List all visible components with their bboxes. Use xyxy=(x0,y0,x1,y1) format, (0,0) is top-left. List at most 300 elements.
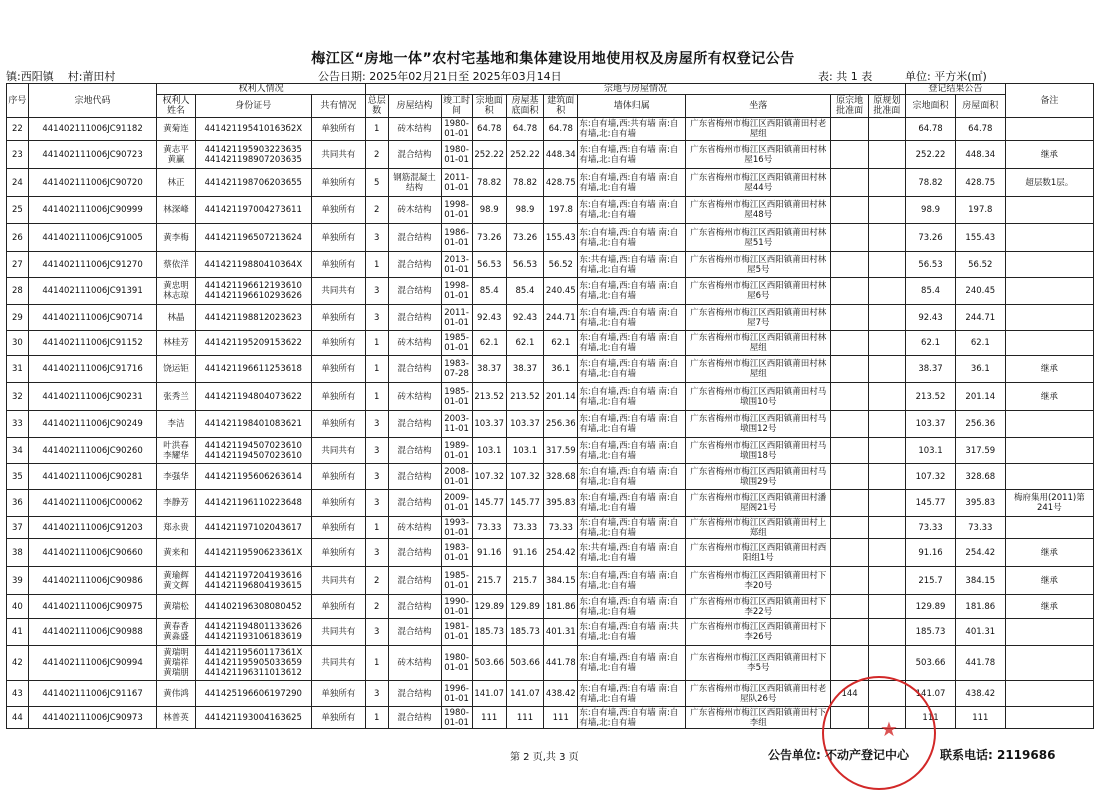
row-wall: 东:自有墙,西:自有墙 南:自有墙,北:自有墙 xyxy=(578,707,686,729)
row-land-area: 111 xyxy=(472,707,506,729)
row-wall: 东:自有墙,西:自有墙 南:自有墙,北:自有墙 xyxy=(578,383,686,411)
table-row xyxy=(7,595,1094,619)
row-orig-plan xyxy=(868,169,905,197)
row-orig-plan xyxy=(868,278,905,305)
table-row xyxy=(7,411,1094,438)
row-parcel-code: 441402111006JC90723 xyxy=(28,141,157,169)
row-floors: 3 xyxy=(365,438,388,464)
row-res-land: 38.37 xyxy=(906,356,956,383)
row-parcel-code: 441402111006JC91391 xyxy=(28,278,157,305)
row-land-area: 103.37 xyxy=(472,411,506,438)
row-res-house: 240.45 xyxy=(955,278,1005,305)
row-completion: 1986-01-01 xyxy=(441,224,472,252)
row-id-no: 441421198401083621 xyxy=(195,411,311,438)
header-share: 共有情况 xyxy=(311,95,365,118)
header-orig-area: 原宗地批准面 xyxy=(831,95,868,118)
row-completion: 1980-01-01 xyxy=(441,118,472,141)
registration-table xyxy=(6,83,1094,729)
row-completion: 1998-01-01 xyxy=(441,197,472,224)
row-base-area: 141.07 xyxy=(506,681,543,707)
row-orig-plan xyxy=(868,118,905,141)
row-share: 单独所有 xyxy=(311,517,365,539)
row-orig-area xyxy=(831,490,868,517)
row-completion: 2013-01-01 xyxy=(441,252,472,278)
row-structure: 混合结构 xyxy=(388,356,441,383)
row-wall: 东:自有墙,西:自有墙 南:自有墙,北:自有墙 xyxy=(578,411,686,438)
row-res-house: 428.75 xyxy=(955,169,1005,197)
row-owner-name: 黄瑞明 黄瑞祥 黄瑞朋 xyxy=(157,646,195,681)
row-seq: 33 xyxy=(7,411,29,438)
row-share: 单独所有 xyxy=(311,383,365,411)
row-floors: 3 xyxy=(365,490,388,517)
row-orig-plan xyxy=(868,539,905,567)
row-orig-plan xyxy=(868,517,905,539)
row-build-area: 64.78 xyxy=(544,118,578,141)
row-parcel-code: 441402111006JC91005 xyxy=(28,224,157,252)
row-base-area: 64.78 xyxy=(506,118,543,141)
row-base-area: 38.37 xyxy=(506,356,543,383)
row-floors: 3 xyxy=(365,411,388,438)
row-structure: 混合结构 xyxy=(388,305,441,331)
row-owner-name: 黄瑞松 xyxy=(157,595,195,619)
row-res-land: 98.9 xyxy=(906,197,956,224)
row-share: 共同共有 xyxy=(311,646,365,681)
row-orig-plan xyxy=(868,619,905,646)
row-land-area: 92.43 xyxy=(472,305,506,331)
row-res-house: 384.15 xyxy=(955,567,1005,595)
row-completion: 1998-01-01 xyxy=(441,278,472,305)
row-res-house: 401.31 xyxy=(955,619,1005,646)
row-land-area: 85.4 xyxy=(472,278,506,305)
row-floors: 2 xyxy=(365,567,388,595)
row-res-land: 252.22 xyxy=(906,141,956,169)
row-land-area: 141.07 xyxy=(472,681,506,707)
row-res-house: 197.8 xyxy=(955,197,1005,224)
row-seq: 28 xyxy=(7,278,29,305)
row-res-land: 503.66 xyxy=(906,646,956,681)
row-build-area: 401.31 xyxy=(544,619,578,646)
row-land-area: 56.53 xyxy=(472,252,506,278)
table-row xyxy=(7,619,1094,646)
row-structure: 混合结构 xyxy=(388,224,441,252)
row-remark: 继承 xyxy=(1005,383,1093,411)
row-parcel-code: 441402111006JC90714 xyxy=(28,305,157,331)
row-orig-area xyxy=(831,646,868,681)
row-res-house: 438.42 xyxy=(955,681,1005,707)
row-res-house: 155.43 xyxy=(955,224,1005,252)
row-completion: 1980-01-01 xyxy=(441,646,472,681)
row-owner-name: 黄志平 黄赢 xyxy=(157,141,195,169)
row-build-area: 256.36 xyxy=(544,411,578,438)
row-id-no: 44142119880410364X xyxy=(195,252,311,278)
row-completion: 1989-01-01 xyxy=(441,438,472,464)
row-location: 广东省梅州市梅江区西阳镇莆田村下李5号 xyxy=(686,646,831,681)
row-structure: 砖木结构 xyxy=(388,517,441,539)
row-remark: 继承 xyxy=(1005,567,1093,595)
row-id-no: 44142119560117361X 441421195905033659 441421196311013612 xyxy=(195,646,311,681)
row-share: 单独所有 xyxy=(311,539,365,567)
row-build-area: 441.78 xyxy=(544,646,578,681)
row-res-house: 64.78 xyxy=(955,118,1005,141)
row-id-no: 441421195410163б2X xyxy=(195,118,311,141)
row-wall: 东:共有墙,西:自有墙 南:自有墙,北:自有墙 xyxy=(578,539,686,567)
row-location: 广东省梅州市梅江区西阳镇莆田村林屋5号 xyxy=(686,252,831,278)
row-land-area: 107.32 xyxy=(472,464,506,490)
row-floors: 1 xyxy=(365,356,388,383)
row-res-land: 141.07 xyxy=(906,681,956,707)
row-completion: 1985-01-01 xyxy=(441,331,472,356)
row-floors: 3 xyxy=(365,305,388,331)
row-structure: 混合结构 xyxy=(388,490,441,517)
row-parcel-code: 441402111006JC91270 xyxy=(28,252,157,278)
row-structure: 混合结构 xyxy=(388,681,441,707)
row-share: 单独所有 xyxy=(311,305,365,331)
row-wall: 东:自有墙,西:自有墙 南:自有墙,北:自有墙 xyxy=(578,141,686,169)
table-row xyxy=(7,278,1094,305)
row-completion: 2011-01-01 xyxy=(441,305,472,331)
row-id-no: 441421194804073622 xyxy=(195,383,311,411)
row-share: 单独所有 xyxy=(311,118,365,141)
row-structure: 混合结构 xyxy=(388,278,441,305)
row-location: 广东省梅州市梅江区西阳镇莆田村下李20号 xyxy=(686,567,831,595)
row-seq: 38 xyxy=(7,539,29,567)
row-res-land: 56.53 xyxy=(906,252,956,278)
row-build-area: 244.71 xyxy=(544,305,578,331)
row-parcel-code: 441402111006JC91182 xyxy=(28,118,157,141)
row-res-land: 62.1 xyxy=(906,331,956,356)
row-wall: 东:自有墙,西:自有墙 南:自有墙,北:自有墙 xyxy=(578,646,686,681)
table-row xyxy=(7,252,1094,278)
row-location: 广东省梅州市梅江区西阳镇莆田村林屋16号 xyxy=(686,141,831,169)
row-owner-name: 李静芳 xyxy=(157,490,195,517)
row-floors: 3 xyxy=(365,278,388,305)
row-land-area: 185.73 xyxy=(472,619,506,646)
row-seq: 32 xyxy=(7,383,29,411)
row-wall: 东:自有墙,西:自有墙 南:自有墙,北:自有墙 xyxy=(578,278,686,305)
row-build-area: 155.43 xyxy=(544,224,578,252)
row-share: 单独所有 xyxy=(311,197,365,224)
header-land-area: 宗地面积 xyxy=(472,95,506,118)
row-seq: 41 xyxy=(7,619,29,646)
row-owner-name: 蔡依洋 xyxy=(157,252,195,278)
row-wall: 东:自有墙,西:自有墙 南:自有墙,北:自有墙 xyxy=(578,595,686,619)
row-share: 单独所有 xyxy=(311,681,365,707)
row-parcel-code: 441402111006JC90973 xyxy=(28,707,157,729)
header-base-area: 房屋基底面积 xyxy=(506,95,543,118)
row-id-no: 441421197204193616 441421196804193615 xyxy=(195,567,311,595)
row-base-area: 56.53 xyxy=(506,252,543,278)
row-orig-area xyxy=(831,305,868,331)
row-id-no: 441425196606197290 xyxy=(195,681,311,707)
row-completion: 2008-01-01 xyxy=(441,464,472,490)
row-orig-area xyxy=(831,169,868,197)
row-remark xyxy=(1005,438,1093,464)
row-parcel-code: 441402111006JC90249 xyxy=(28,411,157,438)
row-floors: 1 xyxy=(365,707,388,729)
table-row xyxy=(7,197,1094,224)
row-location: 广东省梅州市梅江区西阳镇莆田村下李组 xyxy=(686,707,831,729)
row-land-area: 38.37 xyxy=(472,356,506,383)
row-res-land: 215.7 xyxy=(906,567,956,595)
table-row xyxy=(7,331,1094,356)
row-orig-plan xyxy=(868,356,905,383)
row-id-no: 441421196110223648 xyxy=(195,490,311,517)
row-completion: 1981-01-01 xyxy=(441,619,472,646)
row-orig-plan xyxy=(868,252,905,278)
row-remark xyxy=(1005,464,1093,490)
row-orig-area xyxy=(831,278,868,305)
row-owner-name: 林晶 xyxy=(157,305,195,331)
row-res-land: 73.26 xyxy=(906,224,956,252)
table-row xyxy=(7,681,1094,707)
row-res-land: 103.1 xyxy=(906,438,956,464)
row-orig-area xyxy=(831,567,868,595)
row-structure: 混合结构 xyxy=(388,438,441,464)
row-orig-area xyxy=(831,252,868,278)
row-orig-plan xyxy=(868,567,905,595)
row-orig-plan xyxy=(868,595,905,619)
row-res-land: 91.16 xyxy=(906,539,956,567)
row-parcel-code: 441402111006JC90994 xyxy=(28,646,157,681)
row-base-area: 129.89 xyxy=(506,595,543,619)
row-remark: 继承 xyxy=(1005,595,1093,619)
row-orig-plan xyxy=(868,224,905,252)
row-orig-area xyxy=(831,383,868,411)
row-wall: 东:共有墙,西:自有墙 南:自有墙,北:自有墙 xyxy=(578,252,686,278)
row-base-area: 91.16 xyxy=(506,539,543,567)
row-land-area: 129.89 xyxy=(472,595,506,619)
town-value: 西阳镇 xyxy=(20,70,54,83)
header-res-house: 房屋面积 xyxy=(955,95,1005,118)
row-completion: 1980-01-01 xyxy=(441,707,472,729)
row-orig-plan xyxy=(868,331,905,356)
row-seq: 36 xyxy=(7,490,29,517)
header-wall: 墙体归属 xyxy=(578,95,686,118)
row-base-area: 73.26 xyxy=(506,224,543,252)
row-res-land: 73.33 xyxy=(906,517,956,539)
row-owner-name: 李洁 xyxy=(157,411,195,438)
row-parcel-code: 441402111006JC91716 xyxy=(28,356,157,383)
row-base-area: 503.66 xyxy=(506,646,543,681)
row-floors: 3 xyxy=(365,681,388,707)
row-location: 广东省梅州市梅江区西阳镇莆田村马墩围12号 xyxy=(686,411,831,438)
header-id-no: 身份证号 xyxy=(195,95,311,118)
row-remark: 继承 xyxy=(1005,539,1093,567)
row-share: 共同共有 xyxy=(311,567,365,595)
village-label: 村: xyxy=(67,70,83,83)
row-structure: 钢筋混凝土结构 xyxy=(388,169,441,197)
row-parcel-code: 441402111006JC90231 xyxy=(28,383,157,411)
row-parcel-code: 441402111006JC90975 xyxy=(28,595,157,619)
row-parcel-code: 441402111006JC90986 xyxy=(28,567,157,595)
row-res-land: 129.89 xyxy=(906,595,956,619)
row-land-area: 213.52 xyxy=(472,383,506,411)
row-owner-name: 李强华 xyxy=(157,464,195,490)
row-seq: 25 xyxy=(7,197,29,224)
row-base-area: 98.9 xyxy=(506,197,543,224)
row-location: 广东省梅州市梅江区西阳镇莆田村马墩围29号 xyxy=(686,464,831,490)
row-floors: 3 xyxy=(365,464,388,490)
row-structure: 砖木结构 xyxy=(388,646,441,681)
row-orig-area xyxy=(831,141,868,169)
row-structure: 混合结构 xyxy=(388,707,441,729)
row-res-house: 111 xyxy=(955,707,1005,729)
row-share: 单独所有 xyxy=(311,411,365,438)
row-floors: 1 xyxy=(365,383,388,411)
row-structure: 混合结构 xyxy=(388,619,441,646)
row-location: 广东省梅州市梅江区西阳镇莆田村下李22号 xyxy=(686,595,831,619)
row-res-land: 85.4 xyxy=(906,278,956,305)
row-build-area: 428.75 xyxy=(544,169,578,197)
row-build-area: 62.1 xyxy=(544,331,578,356)
row-structure: 砖木结构 xyxy=(388,118,441,141)
notice-title: 梅江区“房地一体”农村宅基地和集体建设用地使用权及房屋所有权登记公告 xyxy=(311,51,795,67)
table-row xyxy=(7,539,1094,567)
table-row xyxy=(7,383,1094,411)
official-seal xyxy=(822,676,936,790)
row-completion: 1996-01-01 xyxy=(441,681,472,707)
seal-star-icon: ★ xyxy=(880,717,898,741)
row-seq: 35 xyxy=(7,464,29,490)
row-res-land: 111 xyxy=(906,707,956,729)
row-seq: 30 xyxy=(7,331,29,356)
row-share: 共同共有 xyxy=(311,438,365,464)
row-completion: 1985-01-01 xyxy=(441,383,472,411)
footer-phone: 联系电话: 2119686 xyxy=(940,748,1056,762)
row-location: 广东省梅州市梅江区西阳镇莆田村潘屋阁21号 xyxy=(686,490,831,517)
row-res-land: 185.73 xyxy=(906,619,956,646)
row-remark: 继承 xyxy=(1005,356,1093,383)
header-build-area: 建筑面积 xyxy=(544,95,578,118)
row-build-area: 197.8 xyxy=(544,197,578,224)
row-base-area: 213.52 xyxy=(506,383,543,411)
row-base-area: 78.82 xyxy=(506,169,543,197)
row-seq: 44 xyxy=(7,707,29,729)
row-res-land: 64.78 xyxy=(906,118,956,141)
row-wall: 东:自有墙,西:共有墙 南:自有墙,北:自有墙 xyxy=(578,118,686,141)
row-owner-name: 饶运钜 xyxy=(157,356,195,383)
row-build-area: 254.42 xyxy=(544,539,578,567)
row-land-area: 78.82 xyxy=(472,169,506,197)
row-id-no: 441421196611253618 xyxy=(195,356,311,383)
row-floors: 2 xyxy=(365,141,388,169)
row-res-house: 328.68 xyxy=(955,464,1005,490)
row-base-area: 92.43 xyxy=(506,305,543,331)
row-res-house: 317.59 xyxy=(955,438,1005,464)
header-location: 坐落 xyxy=(686,95,831,118)
row-seq: 31 xyxy=(7,356,29,383)
row-orig-area xyxy=(831,517,868,539)
row-parcel-code: 441402111006JC91167 xyxy=(28,681,157,707)
row-location: 广东省梅州市梅江区西阳镇莆田村老屋组 xyxy=(686,118,831,141)
row-build-area: 73.33 xyxy=(544,517,578,539)
row-remark xyxy=(1005,118,1093,141)
row-owner-name: 黄伟鸿 xyxy=(157,681,195,707)
row-res-land: 213.52 xyxy=(906,383,956,411)
row-owner-name: 黄春香 黄淼盛 xyxy=(157,619,195,646)
row-parcel-code: 441402111006JC90260 xyxy=(28,438,157,464)
row-share: 单独所有 xyxy=(311,331,365,356)
header-completion: 竣工时间 xyxy=(441,95,472,118)
row-land-area: 252.22 xyxy=(472,141,506,169)
row-floors: 3 xyxy=(365,619,388,646)
row-res-house: 62.1 xyxy=(955,331,1005,356)
row-orig-area xyxy=(831,619,868,646)
row-floors: 3 xyxy=(365,224,388,252)
row-id-no: 441421198812023623 xyxy=(195,305,311,331)
row-share: 单独所有 xyxy=(311,464,365,490)
row-structure: 混合结构 xyxy=(388,411,441,438)
row-owner-name: 林桂芳 xyxy=(157,331,195,356)
row-floors: 3 xyxy=(365,539,388,567)
table-row xyxy=(7,118,1094,141)
row-floors: 1 xyxy=(365,118,388,141)
row-share: 单独所有 xyxy=(311,490,365,517)
row-id-no: 441421198706203655 xyxy=(195,169,311,197)
row-wall: 东:自有墙,西:自有墙 南:自有墙,北:自有墙 xyxy=(578,224,686,252)
row-seq: 22 xyxy=(7,118,29,141)
row-wall: 东:自有墙,西:自有墙 南:自有墙,北:自有墙 xyxy=(578,169,686,197)
row-share: 单独所有 xyxy=(311,595,365,619)
row-floors: 1 xyxy=(365,646,388,681)
row-wall: 东:自有墙,西:自有墙 南:自有墙,北:自有墙 xyxy=(578,567,686,595)
row-owner-name: 林深峰 xyxy=(157,197,195,224)
row-owner-name: 郑永贵 xyxy=(157,517,195,539)
row-orig-area xyxy=(831,197,868,224)
table-row xyxy=(7,169,1094,197)
header-result-group: 登记结果公告 xyxy=(906,84,1006,95)
row-land-area: 73.26 xyxy=(472,224,506,252)
town-label: 镇: xyxy=(6,70,21,83)
row-res-land: 78.82 xyxy=(906,169,956,197)
row-orig-area xyxy=(831,118,868,141)
row-wall: 东:自有墙,西:自有墙 南:自有墙,北:自有墙 xyxy=(578,681,686,707)
row-seq: 34 xyxy=(7,438,29,464)
row-base-area: 73.33 xyxy=(506,517,543,539)
row-seq: 43 xyxy=(7,681,29,707)
row-res-house: 395.83 xyxy=(955,490,1005,517)
row-share: 共同共有 xyxy=(311,619,365,646)
row-completion: 2011-01-01 xyxy=(441,169,472,197)
row-remark xyxy=(1005,278,1093,305)
row-share: 单独所有 xyxy=(311,356,365,383)
row-wall: 东:自有墙,西:自有墙 南:自有墙,北:自有墙 xyxy=(578,197,686,224)
row-seq: 26 xyxy=(7,224,29,252)
row-parcel-code: 441402111006JC90281 xyxy=(28,464,157,490)
row-owner-name: 黄菊连 xyxy=(157,118,195,141)
row-completion: 2009-01-01 xyxy=(441,490,472,517)
row-remark: 梅府集用(2011)第241号 xyxy=(1005,490,1093,517)
row-base-area: 145.77 xyxy=(506,490,543,517)
row-land-area: 98.9 xyxy=(472,197,506,224)
row-floors: 1 xyxy=(365,517,388,539)
row-res-house: 56.52 xyxy=(955,252,1005,278)
row-land-area: 145.77 xyxy=(472,490,506,517)
row-res-land: 103.37 xyxy=(906,411,956,438)
row-remark xyxy=(1005,252,1093,278)
town-village xyxy=(6,68,115,84)
header-parcel-group: 宗地与房屋情况 xyxy=(365,84,905,95)
row-completion: 1983-07-28 xyxy=(441,356,472,383)
row-wall: 东:自有墙,西:自有墙 南:自有墙,北:自有墙 xyxy=(578,490,686,517)
table-row xyxy=(7,646,1094,681)
row-parcel-code: 441402111006JC90999 xyxy=(28,197,157,224)
row-structure: 混合结构 xyxy=(388,539,441,567)
row-orig-plan xyxy=(868,141,905,169)
row-orig-plan xyxy=(868,305,905,331)
row-remark xyxy=(1005,305,1093,331)
table-row xyxy=(7,567,1094,595)
